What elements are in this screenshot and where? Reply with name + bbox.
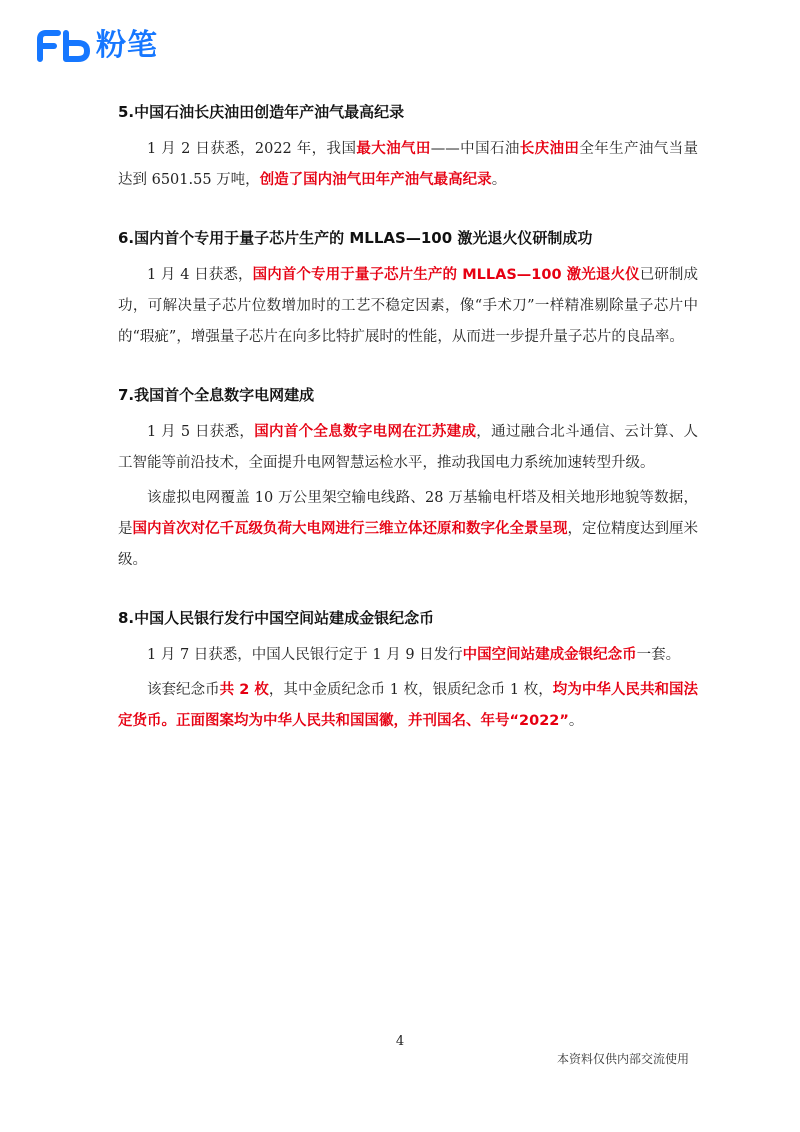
body-text: 1 月 4 日获悉，: [147, 267, 253, 283]
section-5: [118, 98, 698, 196]
logo-text: 粉笔: [96, 28, 158, 63]
highlighted-text: 国内首个全息数字电网在江苏建成: [254, 424, 477, 440]
footer-note: 本资料仅供内部交流使用: [556, 1052, 689, 1066]
paragraph: [118, 640, 698, 671]
body-text: 该套纪念币: [147, 682, 220, 698]
section-heading: 7.我国首个全息数字电网建成: [118, 386, 315, 404]
section-heading: 6.国内首个专用于量子芯片生产的 MLLAS—100 激光退火仪研制成功: [118, 229, 593, 247]
body-text: 1 月 7 日获悉，中国人民银行定于 1 月 9 日发行: [147, 647, 463, 663]
body-text: ——中国石油: [430, 141, 520, 157]
section-6: [118, 224, 698, 353]
body-text: 1 月 5 日获悉，: [147, 424, 255, 440]
section-heading: 8.中国人民银行发行中国空间站建成金银纪念币: [118, 609, 435, 627]
body-text: 。: [491, 172, 507, 188]
paragraph: [118, 675, 698, 737]
paragraph: [118, 260, 698, 353]
body-text: 1 月 2 日获悉，2022 年，我国: [147, 141, 357, 157]
highlighted-text: 均为中华人民共和国法定货币。正面图案均为中华人民共和国国徽，并刊国名、年号“2022”: [118, 682, 699, 729]
highlighted-text: 中国空间站建成金银纪念币: [462, 647, 637, 663]
highlighted-text: 创造了国内油气田年产油气最高纪录: [259, 172, 492, 188]
brand-logo: [36, 26, 158, 66]
highlighted-text: 共 2 枚: [219, 682, 269, 698]
paragraph: [118, 483, 698, 576]
highlighted-text: 长庆油田: [519, 141, 580, 157]
paragraph: [118, 134, 698, 196]
body-text: 该虚拟电网覆盖 10 万公里架空输电线路、28 万基输电杆塔及相关地形地貌等数据，是: [118, 490, 698, 537]
section-heading: 5.中国石油长庆油田创造年产油气最高纪录: [118, 103, 405, 121]
highlighted-text: 最大油气田: [356, 141, 431, 157]
highlighted-text: 国内首次对亿千瓦级负荷大电网进行三维立体还原和数字化全景呈现: [132, 521, 568, 537]
body-text: 。: [568, 713, 584, 729]
body-text: ，其中金质纪念币 1 枚，银质纪念币 1 枚，: [268, 682, 553, 698]
page-number: 4: [395, 1034, 405, 1049]
highlighted-text: 国内首个专用于量子芯片生产的 MLLAS—100 激光退火仪: [252, 267, 640, 283]
body-text: 一套。: [636, 647, 681, 663]
body-text: ，通过融合北斗通信、云计算、人工智能等前沿技术，全面提升电网智慧运检水平，推动我国电力系统加速转型升级。: [118, 424, 699, 471]
section-8: [118, 604, 698, 737]
body-text: ，定位精度达到厘米级。: [118, 521, 698, 568]
body-text: 已研制成功，可解决量子芯片位数增加时的工艺不稳定因素，像“手术刀”一样精准剔除量子芯片中的“瑕疵”，增强量子芯片在向多比特扩展时的性能，从而进一步提升量子芯片的良品率。: [118, 267, 699, 345]
fb-logo-mark-icon: [36, 29, 92, 63]
document-body: [118, 98, 698, 765]
paragraph: [118, 417, 698, 479]
section-7: [118, 381, 698, 576]
body-text: 全年生产油气当量达到 6501.55 万吨，: [118, 141, 699, 188]
